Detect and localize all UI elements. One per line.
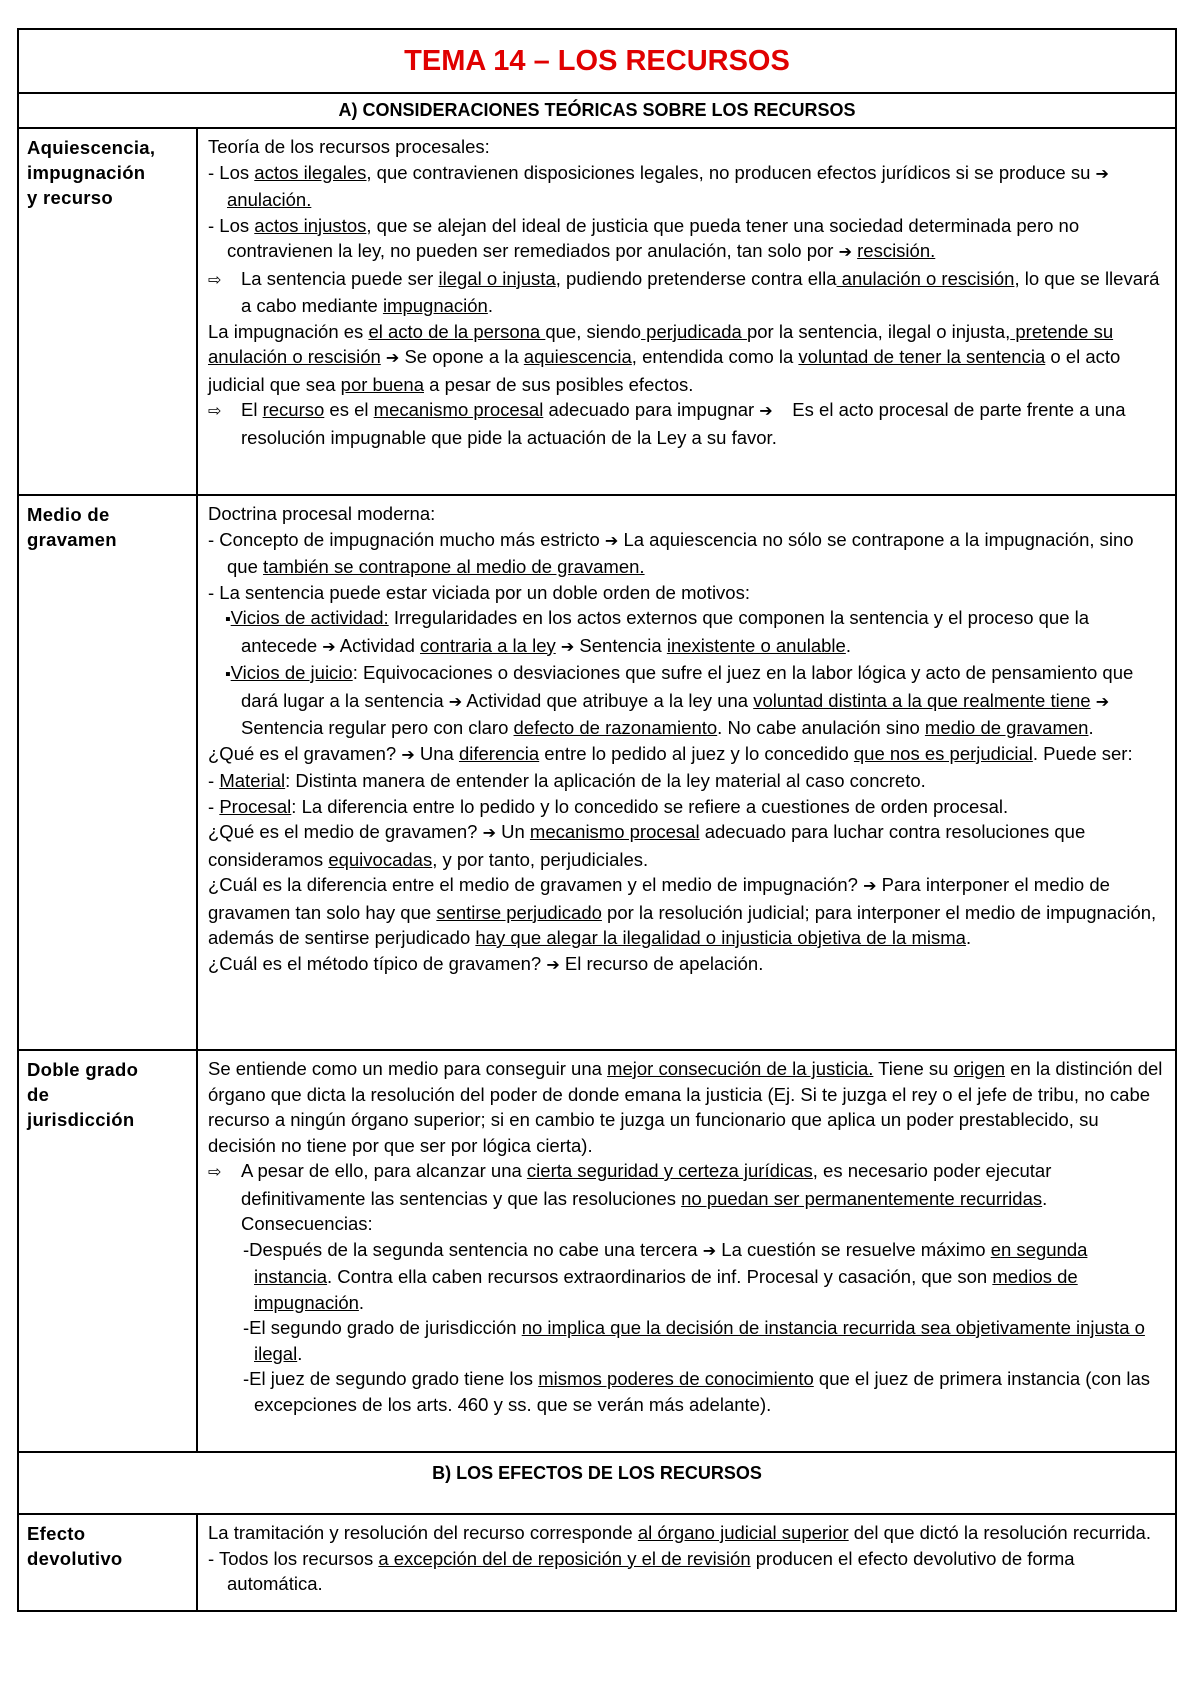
- arrow-right-icon: ➔: [322, 638, 336, 656]
- arrow-right-icon: ➔: [1095, 693, 1110, 711]
- arrow-right-icon: ➔: [546, 956, 560, 974]
- paragraph: Teoría de los recursos procesales:: [208, 136, 490, 157]
- row-label-aquiescencia: Aquiescencia, impugnación y recurso: [19, 128, 197, 495]
- row-aquiescencia: [19, 128, 1175, 495]
- arrow-right-icon: ➔: [838, 244, 852, 261]
- hollow-arrow-icon: ⇨: [208, 1164, 222, 1181]
- list-item: ⇨ El recurso es el mecanismo procesal adecuado para impugnar ➔ Es el acto procesal de parte frente a una resolución impugnable que pide la actuación de la Ley a su favor.: [208, 399, 1126, 448]
- section-b-heading: B) LOS EFECTOS DE LOS RECURSOS: [19, 1452, 1175, 1514]
- arrow-right-icon: ➔: [863, 878, 877, 895]
- row-efecto-devolutivo: [19, 1514, 1175, 1610]
- arrow-right-icon: ➔: [604, 532, 619, 550]
- row-label-efecto-devolutivo: Efecto devolutivo: [19, 1514, 197, 1610]
- paragraph: La impugnación es el acto de la persona que, siendo perjudicada por la sentencia, ilegal o injusta, pretende su anulación o rescisión ➔ Se opone a la aquiescencia, entendida como la voluntad de tener la sentencia o el acto judicial que sea por buena a pesar de sus posibles efectos.: [208, 320, 1121, 395]
- paragraph: ¿Cuál es la diferencia entre el medio de gravamen y el medio de impugnación? ➔ Para interponer el medio de gravamen tan solo hay que sentirse perjudicado por la resolución judicial; para interponer el medio de impugnación, además de sentirse perjudicado hay que alegar la ilegalidad o injusticia objetiva de la misma.: [208, 874, 1157, 948]
- row-content-gravamen: [197, 495, 1175, 1050]
- arrow-right-icon: ➔: [1095, 165, 1109, 183]
- list-item: -El segundo grado de jurisdicción no implica que la decisión de instancia recurrida sea objetivamente injusta o ilegal.: [243, 1317, 1145, 1364]
- bullet-square-icon: ▪: [225, 611, 231, 628]
- paragraph: ¿Cuál es el método típico de gravamen? ➔ El recurso de apelación.: [208, 952, 764, 974]
- row-gravamen: [19, 495, 1175, 1050]
- arrow-right-icon: ➔: [385, 350, 400, 367]
- row-label-doble-grado: Doble grado de jurisdicción: [19, 1050, 197, 1452]
- list-item: - Los actos injustos, que se alejan del ideal de justicia que pueda tener una sociedad determinada pero no contravienen la ley, no pueden ser remediados por anulación, tan solo por ➔ rescisión.: [208, 214, 1080, 261]
- section-a-row: [19, 93, 1175, 128]
- arrow-right-icon: ➔: [448, 693, 463, 711]
- list-item: ▪Vicios de actividad: Irregularidades en los actos externos que componen la sentencia y el proceso que la antecede ➔ Actividad contraria a la ley ➔ Sentencia inexistente o anulable.: [225, 607, 1090, 656]
- list-item: - Material: Distinta manera de entender la aplicación de la ley material al caso concreto.: [208, 770, 926, 791]
- hollow-arrow-icon: ⇨: [208, 403, 222, 420]
- paragraph: ¿Qué es el medio de gravamen? ➔ Un mecanismo procesal adecuado para luchar contra resoluciones que consideramos equivocadas, y por tanto, perjudiciales.: [208, 821, 1086, 870]
- paragraph: Se entiende como un medio para conseguir una mejor consecución de la justicia. Tiene su origen en la distinción del órgano que dicta la resolución del poder de donde emana la justicia (Ej. Si te juzga el rey o el jefe de tribu, no cabe recurso a ningún órgano superior; si en cambio te juzga un funcionario que aplica un poder prestablecido, su decisión no tiene por que ser por lógica cierta).: [208, 1058, 1163, 1156]
- list-item: - Los actos ilegales, que contravienen disposiciones legales, no producen efectos jurídicos si se produce su ➔ anulación.: [208, 161, 1109, 210]
- arrow-right-icon: ➔: [702, 1242, 717, 1260]
- list-item: - Procesal: La diferencia entre lo pedido y lo concedido se refiere a cuestiones de orden procesal.: [208, 795, 1009, 817]
- list-item: ⇨ A pesar de ello, para alcanzar una cierta seguridad y certeza jurídicas, es necesario poder ejecutar definitivamente las sentencias y que las resoluciones no puedan ser permanentemente recurridas. Consecuencias:: [208, 1160, 1052, 1234]
- paragraph: ¿Qué es el gravamen? ➔ Una diferencia entre lo pedido al juez y lo concedido que nos es perjudicial. Puede ser:: [208, 742, 1133, 764]
- row-content-aquiescencia: [197, 128, 1175, 495]
- list-item: ▪Vicios de juicio: Equivocaciones o desviaciones que sufre el juez en la labor lógica y acto de pensamiento que dará lugar a la sentencia ➔ Actividad que atribuye a la ley una voluntad distinta a la que realmente tiene ➔ Sentencia regular pero con claro defecto de razonamiento. No cabe anulación sino medio de gravamen.: [225, 662, 1134, 738]
- list-item: - La sentencia puede estar viciada por un doble orden de motivos:: [208, 581, 750, 603]
- recursos-table: [19, 30, 1175, 1610]
- row-content-efecto-devolutivo: [197, 1514, 1175, 1610]
- title-row: [19, 30, 1175, 93]
- list-item: - Concepto de impugnación mucho más estricto ➔ La aquiescencia no sólo se contrapone a la impugnación, sino que también se contrapone al medio de gravamen.: [208, 528, 1134, 577]
- row-label-gravamen: Medio de gravamen: [19, 495, 197, 1050]
- row-doble-grado: [19, 1050, 1175, 1452]
- section-a-heading: A) CONSIDERACIONES TEÓRICAS SOBRE LOS RECURSOS: [19, 93, 1175, 128]
- list-item: ⇨ La sentencia puede ser ilegal o injusta, pudiendo pretenderse contra ella anulación o rescisión, lo que se llevará a cabo mediante impugnación.: [208, 267, 1160, 316]
- paragraph: Doctrina procesal moderna:: [208, 503, 436, 524]
- list-item: - Todos los recursos a excepción del de reposición y el de revisión producen el efecto devolutivo de forma automática.: [208, 1547, 1075, 1594]
- page-title: TEMA 14 – LOS RECURSOS: [404, 45, 790, 77]
- row-content-doble-grado: [197, 1050, 1175, 1452]
- list-item: -El juez de segundo grado tiene los mismos poderes de conocimiento que el juez de primera instancia (con las excepciones de los arts. 460 y ss. que se verán más adelante).: [243, 1368, 1151, 1415]
- arrow-right-icon: ➔: [482, 825, 496, 842]
- section-b-row: [19, 1452, 1175, 1514]
- paragraph: La tramitación y resolución del recurso corresponde al órgano judicial superior del que dictó la resolución recurrida.: [208, 1522, 1151, 1543]
- hollow-arrow-icon: ⇨: [208, 271, 222, 289]
- document-sheet: [17, 28, 1177, 1612]
- bullet-square-icon: ▪: [225, 666, 231, 683]
- arrow-right-icon: ➔: [560, 638, 575, 656]
- arrow-right-icon: ➔: [759, 403, 773, 420]
- arrow-right-icon: ➔: [401, 746, 415, 764]
- list-item: -Después de la segunda sentencia no cabe una tercera ➔ La cuestión se resuelve máximo en segunda instancia. Contra ella caben recursos extraordinarios de inf. Procesal y casación, que son medios de impugnación.: [243, 1238, 1088, 1313]
